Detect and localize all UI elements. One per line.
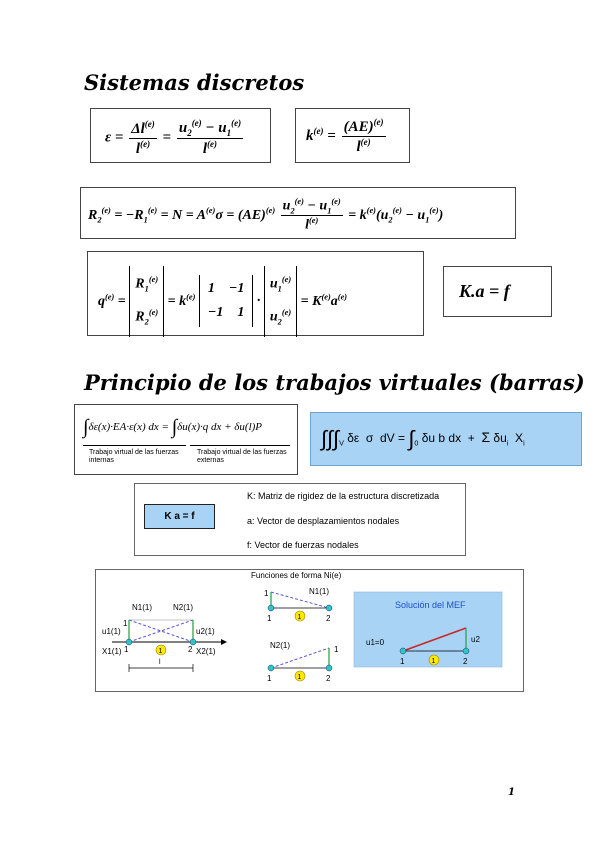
n2-label: N2(1) [270, 641, 291, 650]
label-x1: X1(1) [102, 647, 122, 656]
page-number: 1 [508, 787, 515, 798]
n2-node-1-label: 1 [267, 674, 272, 683]
label-one-left: 1 [123, 619, 128, 628]
strain-equation-box [90, 108, 271, 163]
n2-one-label: 1 [334, 645, 339, 654]
mef-node-2-label: 2 [463, 657, 468, 666]
n1-node-1-icon [268, 605, 274, 611]
strain-equation: ε = $\frac{\Delta l^{(e)}}{l^{(e)}}$ = $\frac{u_2^{(e)} - u_1^{(e)}}{l^{(e)}}$ [105, 118, 242, 157]
pvw-label-external: Trabajo virtual de las fuerzas externas [197, 449, 287, 464]
n1-node-2-label: 2 [326, 614, 331, 623]
label-node-1: 1 [124, 645, 129, 654]
system-equation-box [443, 266, 552, 317]
pvw-brace-external [190, 445, 290, 446]
legend-item-a: a: Vector de desplazamientos nodales [247, 516, 400, 526]
n2-element-label: 1 [297, 674, 302, 681]
pvw-label-internal: Trabajo virtual de las fuerzas internas [89, 449, 179, 464]
section-heading-principio: Principio de los trabajos virtuales (barras) [84, 370, 585, 395]
mef-title: Solución del MEF [395, 600, 466, 610]
n1-node-1-label: 1 [267, 614, 272, 623]
mef-element-label: 1 [431, 658, 436, 665]
n1-one-label: 1 [264, 589, 269, 598]
label-u2: u2(1) [196, 627, 215, 636]
matrix-equation-box [87, 251, 424, 336]
matrix-equation: $q^{(e)} = R_1^{(e)}$ $R_2^{(e)} = k^{(e)}$ 1 −1 −1 $1 \cdot u_1^{(e)}$ $u_2^{(e)} = K^{(e)}a^{(e)}$ [98, 266, 347, 337]
shape-functions-diagram [96, 570, 525, 693]
n1-node-2-icon [326, 605, 332, 611]
n1-label: N1(1) [309, 587, 330, 596]
pvw-equation: ∫δε(x)·EA·ε(x) dx = ∫δu(x)·q dx + δu(l)P [83, 416, 263, 438]
n2-node-2-label: 2 [326, 674, 331, 683]
axis-arrow-icon [221, 639, 227, 645]
stiffness-equation-box [295, 108, 410, 163]
pvw-equation-box [74, 404, 298, 475]
stiffness-equation: $k^{(e)}$ = $\frac{(AE)^{(e)}}{l^{(e)}}$ [306, 117, 384, 155]
legend-ka-f-box: K a = f [144, 504, 215, 529]
legend-item-k: K: Matriz de rigidez de la estructura discretizada [247, 491, 440, 501]
n2-node-1-icon [268, 665, 274, 671]
volume-equation-box [310, 412, 582, 466]
shape-functions-title: Funciones de forma Ni(e) [251, 571, 342, 580]
mef-node-1-label: 1 [400, 657, 405, 666]
n1-element-label: 1 [297, 614, 302, 621]
label-length: l [159, 659, 161, 666]
legend-box [134, 483, 466, 556]
n2-node-2-icon [326, 665, 332, 671]
label-x2: X2(1) [196, 647, 216, 656]
mef-u2-label: u2 [471, 635, 480, 644]
force-equation-box [80, 187, 516, 239]
label-n2: N2(1) [173, 603, 194, 612]
shape-functions-figure [95, 569, 524, 692]
mef-node-2-icon [463, 648, 469, 654]
n2-shape-line [271, 648, 329, 668]
legend-item-f: f: Vector de fuerzas nodales [247, 540, 359, 550]
element-label: 1 [158, 648, 163, 655]
mef-u1-label: u1=0 [366, 638, 385, 647]
force-equation: $R_2^{(e)} = -R_1^{(e)} = N = A^{(e)}\sigma = (AE)^{(e)}$ $\frac{u_2^{(e)} - u_1^{(e)}}{l^{(e)}}$ = $k^{(e)}(u_2^{(e)} - u_1^{(e)})$ [88, 197, 444, 234]
label-node-2: 2 [188, 645, 193, 654]
pvw-brace-internal [83, 445, 186, 446]
label-n1: N1(1) [132, 603, 153, 612]
section-heading-sistemas-discretos: Sistemas discretos [84, 70, 305, 95]
label-u1: u1(1) [102, 627, 121, 636]
mef-node-1-icon [400, 648, 406, 654]
system-equation: K.a = f [459, 281, 510, 301]
volume-equation: $\int\int\int_V$ δε σ dV = $\int_0$ δu b dx + Σ $\delta u_i$ $X_i$ [321, 426, 525, 451]
